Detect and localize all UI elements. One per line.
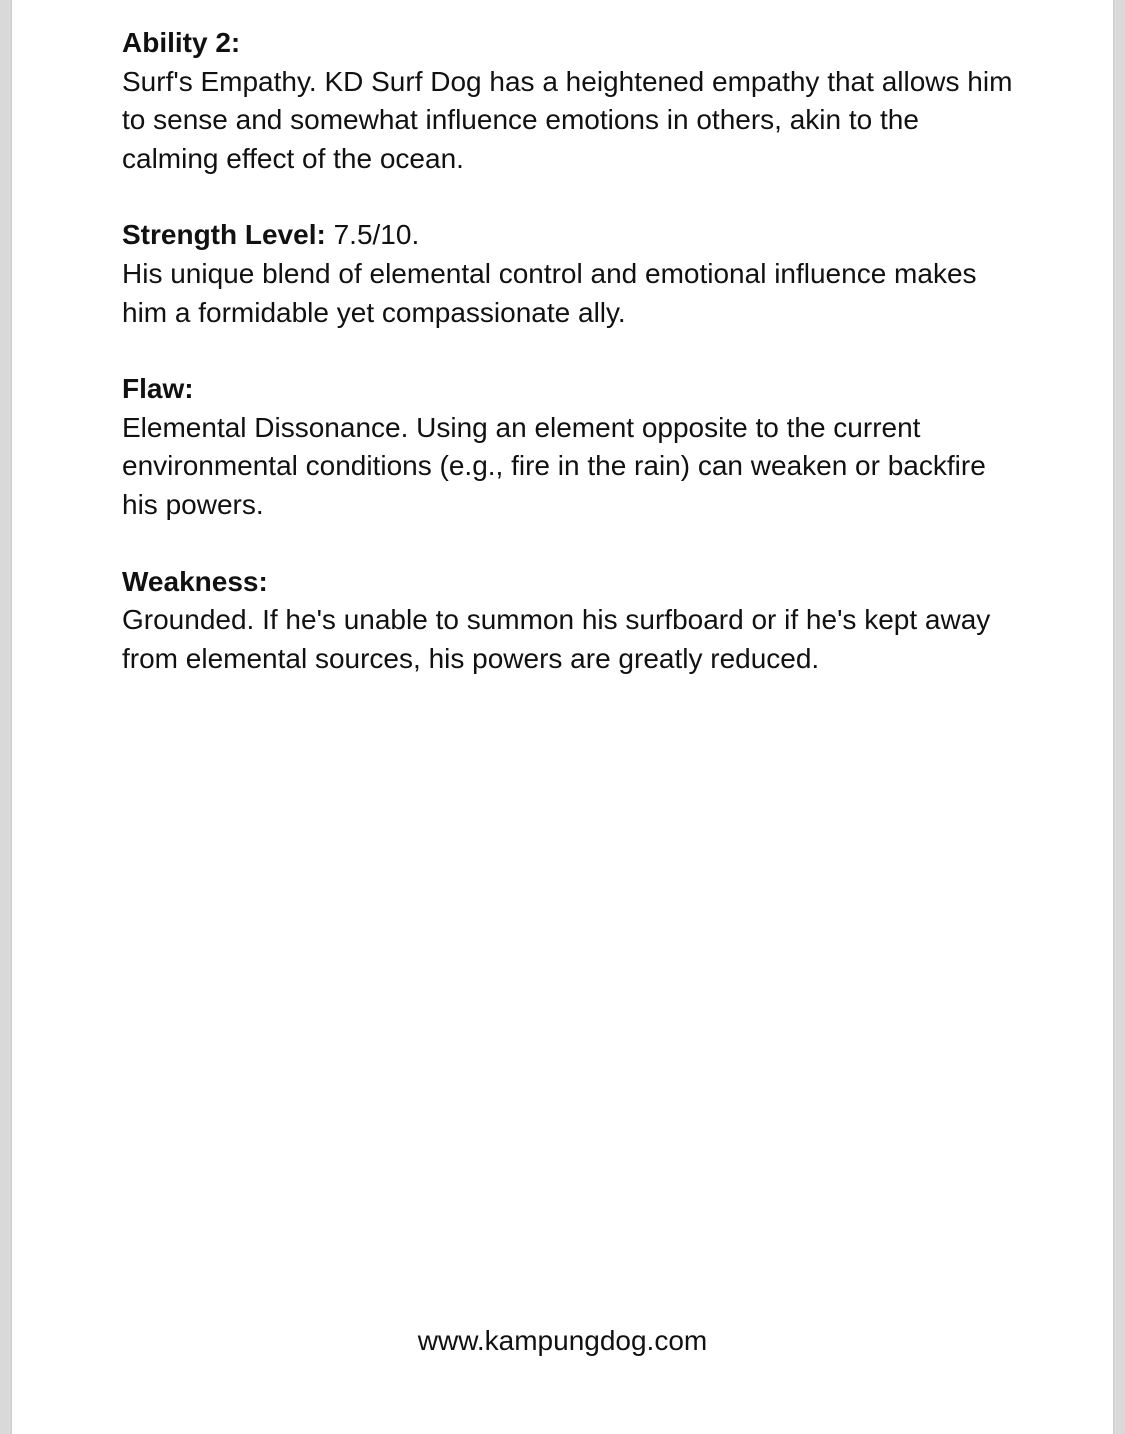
flaw-section (122, 370, 1022, 524)
section-body: Surf's Empathy. KD Surf Dog has a heightened empathy that allows him to sense and somewhat influence emotions in others, akin to the calming effect of the ocean. (122, 65, 1013, 174)
section-heading: Strength Level: (122, 219, 326, 251)
strength-level-line (122, 216, 1022, 255)
section-heading: Weakness: (122, 565, 268, 597)
weakness-section (122, 563, 1022, 679)
document-page (12, 0, 1113, 1434)
section-body: Elemental Dissonance. Using an element opposite to the current environmental conditions (e.g., fire in the rain) can weaken or backfire his powers. (122, 411, 986, 520)
ability-2-section (122, 24, 1022, 178)
strength-level-value: 7.5/10. (325, 219, 420, 251)
page-content (122, 24, 1022, 716)
strength-level-section (122, 216, 1022, 332)
section-body: His unique blend of elemental control and emotional influence makes him a formidable yet compassionate ally. (122, 257, 977, 328)
section-body: Grounded. If he's unable to summon his surfboard or if he's kept away from elemental sources, his powers are greatly reduced. (122, 604, 991, 674)
section-heading: Flaw: (122, 373, 194, 405)
footer-url: www.kampungdog.com (417, 1325, 708, 1356)
section-heading: Ability 2: (122, 27, 241, 58)
